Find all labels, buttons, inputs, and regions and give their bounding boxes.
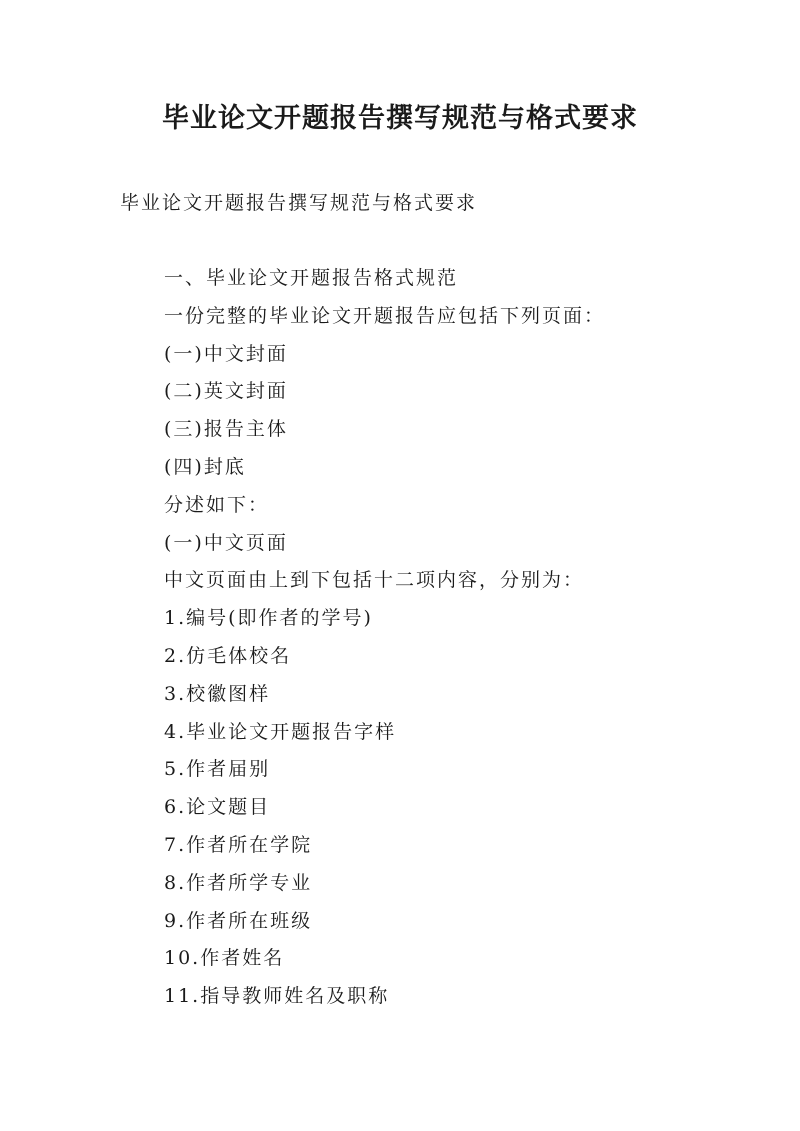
paragraph: 一份完整的毕业论文开题报告应包括下列页面： [164,304,606,327]
list-item: 11.指导教师姓名及职称 [164,985,390,1008]
list-item: 9.作者所在班级 [164,909,313,932]
document-body [164,263,605,1019]
list-item: (三)报告主体 [164,418,288,441]
paragraph: 分述如下： [164,493,270,516]
document-subtitle: 毕业论文开题报告撰写规范与格式要求 [120,192,478,214]
section-heading: 一、毕业论文开题报告格式规范 [164,267,459,289]
list-item: 8.作者所学专业 [164,871,313,894]
list-item: 7.作者所在学院 [164,833,313,856]
list-item: 4.毕业论文开题报告字样 [164,720,397,743]
list-item: 3.校徽图样 [164,682,271,705]
list-item: (二)英文封面 [164,380,288,403]
list-item: (一)中文封面 [164,342,288,365]
document-title: 毕业论文开题报告撰写规范与格式要求 [162,103,638,134]
subsection-heading: (一)中文页面 [164,531,288,554]
list-item: (四)封底 [164,455,246,478]
paragraph: 中文页面由上到下包括十二项内容，分别为： [164,569,585,592]
list-item: 10.作者姓名 [164,947,285,970]
list-item: 6.论文题目 [164,796,271,819]
list-item: 5.作者届别 [164,758,271,781]
list-item: 2.仿毛体校名 [164,644,292,667]
list-item: 1.编号(即作者的学号) [164,607,373,630]
